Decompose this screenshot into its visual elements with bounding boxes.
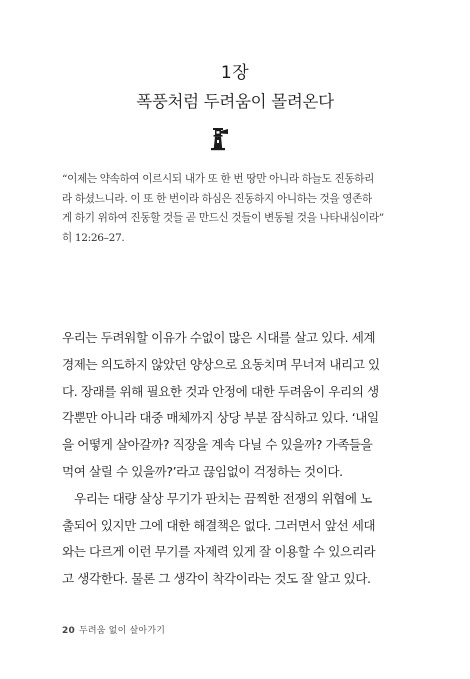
epigraph-reference: 히 12:26–27. bbox=[62, 231, 125, 244]
body-line: 와는 다르게 이런 무기를 자제력 있게 잘 이용할 수 있으리라 bbox=[62, 544, 376, 560]
body-line: 각뿐만 아니라 대중 매체까지 상당 부분 잠식하고 있다. ‘내일 bbox=[62, 410, 379, 426]
page-footer bbox=[62, 623, 165, 636]
body-line: 우리는 두려워할 이유가 수없이 많은 시대를 살고 있다. 세계 bbox=[62, 330, 376, 345]
body-text bbox=[62, 325, 410, 593]
body-line: 고 생각한다. 물론 그 생각이 착각이라는 것도 잘 알고 있다. bbox=[62, 571, 371, 587]
body-line: 다. 장래를 위해 필요한 것과 안정에 대한 두려움이 우리의 생 bbox=[62, 383, 379, 399]
body-line: 먹여 살릴 수 있을까?’라고 끊임없이 걱정하는 것이다. bbox=[62, 463, 343, 479]
chapter-number: 1장 bbox=[220, 63, 250, 83]
body-line: 출되어 있지만 그에 대한 해결책은 없다. 그러면서 앞선 세대 bbox=[62, 517, 376, 533]
page-number: 20 bbox=[62, 626, 75, 636]
body-line: 을 어떻게 살아갈까? 직장을 계속 다닐 수 있을까? 가족들을 bbox=[62, 437, 373, 453]
epigraph-line: 게 하기 위하여 진동할 것들 곧 만드신 것들이 변동될 것을 나타내심이라” bbox=[62, 212, 384, 224]
epigraph-line: 라 하셨느니라. 이 또 한 번이라 하심은 진동하지 아니하는 것을 영존하 bbox=[62, 192, 372, 205]
lighthouse-icon bbox=[207, 126, 229, 152]
running-title: 두려움 없이 살아가기 bbox=[78, 626, 166, 636]
body-line: 경제는 의도하지 않았던 양상으로 요동치며 무너져 내리고 있 bbox=[62, 356, 380, 372]
body-line: 우리는 대량 살상 무기가 판치는 끔찍한 전쟁의 위협에 노 bbox=[74, 490, 372, 506]
chapter-title: 폭풍처럼 두려움이 몰려온다 bbox=[136, 92, 334, 111]
epigraph bbox=[62, 170, 410, 248]
epigraph-line: “이제는 약속하여 이르시되 내가 또 한 번 땅만 아니라 하늘도 진동하리 bbox=[62, 173, 374, 185]
